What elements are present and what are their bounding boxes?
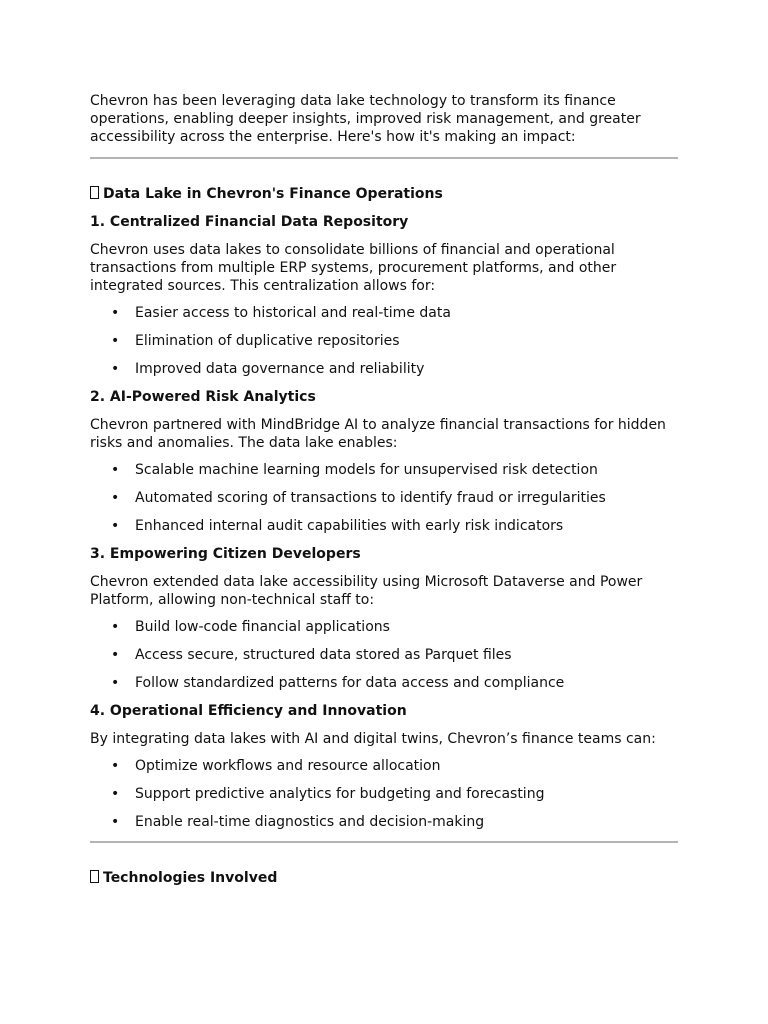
list-item — [90, 674, 678, 692]
bullet-icon: • — [111, 305, 120, 321]
list-item-text: Enhanced internal audit capabilities with early risk indicators — [135, 518, 564, 534]
bullet-list — [90, 618, 678, 692]
list-item-text: Elimination of duplicative repositories — [135, 333, 400, 349]
bullet-icon: • — [111, 675, 120, 691]
bullet-icon: • — [111, 647, 120, 663]
list-item-text: Easier access to historical and real-time data — [135, 305, 451, 321]
heading-data-lake — [90, 185, 678, 203]
section-title: 4. Operational Efficiency and Innovation — [90, 703, 407, 719]
section-body: By integrating data lakes with AI and digital twins, Chevron’s finance teams can: — [90, 731, 656, 747]
divider-top — [90, 157, 678, 159]
bullet-icon: • — [111, 814, 120, 830]
section-title: 2. AI-Powered Risk Analytics — [90, 389, 316, 405]
divider-bottom — [90, 841, 678, 843]
section-title: 1. Centralized Financial Data Repository — [90, 214, 409, 230]
list-item — [90, 304, 678, 322]
bullet-icon: • — [111, 490, 120, 506]
document-page — [90, 92, 678, 887]
intro-paragraph: Chevron has been leveraging data lake technology to transform its finance operations, enabling deeper insights, improved risk management, and greater accessibility across the enterprise. Here's how it's making an impact: — [90, 93, 641, 145]
heading-technologies — [90, 869, 678, 887]
list-item — [90, 517, 678, 535]
bullet-icon: • — [111, 462, 120, 478]
section-2 — [90, 388, 678, 535]
list-item-text: Follow standardized patterns for data access and compliance — [135, 675, 565, 691]
list-item-text: Build low-code financial applications — [135, 619, 390, 635]
list-item-text: Improved data governance and reliability — [135, 361, 425, 377]
section-1 — [90, 213, 678, 378]
list-item — [90, 646, 678, 664]
list-item-text: Scalable machine learning models for unsupervised risk detection — [135, 462, 598, 478]
bullet-icon: • — [111, 758, 120, 774]
bullet-list — [90, 757, 678, 831]
list-item — [90, 785, 678, 803]
list-item — [90, 618, 678, 636]
list-item-text: Automated scoring of transactions to identify fraud or irregularities — [135, 490, 606, 506]
list-item-text: Support predictive analytics for budgeting and forecasting — [135, 786, 545, 802]
missing-glyph-icon — [90, 186, 99, 199]
list-item — [90, 461, 678, 479]
list-item-text: Enable real-time diagnostics and decision-making — [135, 814, 485, 830]
section-title: 3. Empowering Citizen Developers — [90, 546, 361, 562]
bullet-icon: • — [111, 518, 120, 534]
bullet-icon: • — [111, 786, 120, 802]
section-3 — [90, 545, 678, 692]
bullet-icon: • — [111, 333, 120, 349]
heading-technologies-text: Technologies Involved — [103, 870, 278, 886]
list-item-text: Access secure, structured data stored as Parquet files — [135, 647, 512, 663]
section-body: Chevron uses data lakes to consolidate billions of financial and operational transactions from multiple ERP systems, procurement platforms, and other integrated sources. This centralization allows for: — [90, 242, 617, 294]
list-item — [90, 489, 678, 507]
missing-glyph-icon — [90, 870, 99, 883]
list-item — [90, 813, 678, 831]
bullet-list — [90, 461, 678, 535]
bullet-list — [90, 304, 678, 378]
list-item — [90, 332, 678, 350]
list-item — [90, 360, 678, 378]
heading-data-lake-text: Data Lake in Chevron's Finance Operations — [103, 186, 443, 202]
bullet-icon: • — [111, 619, 120, 635]
list-item — [90, 757, 678, 775]
list-item-text: Optimize workflows and resource allocation — [135, 758, 441, 774]
bullet-icon: • — [111, 361, 120, 377]
section-4 — [90, 702, 678, 831]
section-body: Chevron extended data lake accessibility using Microsoft Dataverse and Power Platform, allowing non-technical staff to: — [90, 574, 643, 608]
section-body: Chevron partnered with MindBridge AI to analyze financial transactions for hidden risks and anomalies. The data lake enables: — [90, 417, 666, 451]
